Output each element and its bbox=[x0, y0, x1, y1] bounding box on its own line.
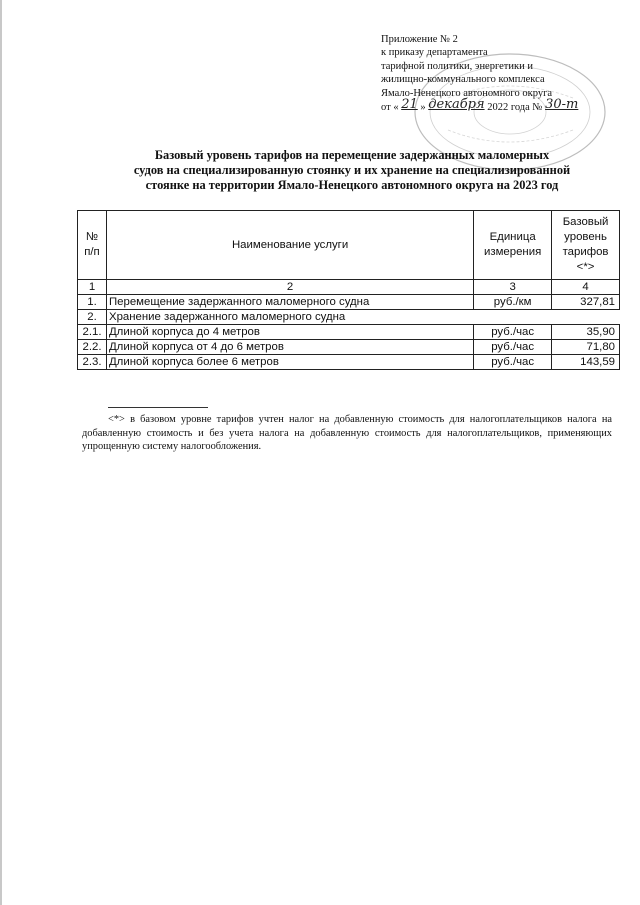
header-service-name: Наименование услуги bbox=[106, 211, 473, 280]
table-row bbox=[78, 340, 620, 355]
unit: руб./час bbox=[474, 340, 552, 355]
service-name: Длиной корпуса до 4 метров bbox=[106, 325, 473, 340]
service-name: Длиной корпуса более 6 метров bbox=[106, 355, 473, 370]
header-tariff-value: Базовый уровень тарифов <*> bbox=[552, 211, 620, 280]
unit: руб./час bbox=[474, 325, 552, 340]
index-cell: 1 bbox=[78, 280, 107, 295]
title-line: стоянке на территории Ямало-Ненецкого автономного округа на 2023 год bbox=[145, 178, 559, 192]
row-number: 1. bbox=[78, 295, 107, 310]
service-name: Перемещение задержанного маломерного судна bbox=[106, 295, 473, 310]
table-row bbox=[78, 355, 620, 370]
order-date-line bbox=[381, 97, 631, 114]
date-mid: » bbox=[420, 102, 426, 114]
date-prefix: от « bbox=[381, 102, 399, 114]
tariff-value: 143,59 bbox=[552, 355, 620, 370]
title-line: судов на специализированную стоянку и их хранение на специализированной bbox=[133, 163, 571, 177]
row-number: 2.2. bbox=[78, 340, 107, 355]
header-unit: Единица измерения bbox=[474, 211, 552, 280]
attachment-line: к приказу департамента bbox=[381, 47, 488, 59]
document-title bbox=[82, 148, 622, 193]
tariff-value: 35,90 bbox=[552, 325, 620, 340]
table-row bbox=[78, 295, 620, 310]
footnote-rule bbox=[108, 407, 208, 408]
title-line: Базовый уровень тарифов на перемещение задержанных маломерных bbox=[154, 148, 550, 162]
order-number-handwritten: 30-т bbox=[545, 97, 579, 113]
unit: руб./км bbox=[474, 295, 552, 310]
tariff-value: 327,81 bbox=[552, 295, 620, 310]
attachment-line: тарифной политики, энергетики и bbox=[381, 60, 533, 72]
index-cell: 4 bbox=[552, 280, 620, 295]
service-name: Длиной корпуса от 4 до 6 метров bbox=[106, 340, 473, 355]
table-row-group-header bbox=[78, 310, 620, 325]
attachment-line: Ямало-Ненецкого автономного округа bbox=[381, 87, 553, 99]
header-num: № п/п bbox=[78, 211, 107, 280]
attachment-line: жилищно-коммунального комплекса bbox=[381, 74, 545, 86]
index-cell: 2 bbox=[106, 280, 473, 295]
row-number: 2.1. bbox=[78, 325, 107, 340]
date-month-handwritten: декабря bbox=[428, 97, 485, 113]
date-year: 2022 года № bbox=[487, 102, 543, 114]
attachment-block bbox=[381, 33, 631, 114]
tariff-table bbox=[77, 210, 620, 370]
row-number: 2.3. bbox=[78, 355, 107, 370]
row-number: 2. bbox=[78, 310, 107, 325]
tariff-value: 71,80 bbox=[552, 340, 620, 355]
footnote: <*> в базовом уровне тарифов учтен налог на добавленную стоимость для налогоплательщиков налога на добавленную стоимость и без учета налога на добавленную стоимость для налогоплательщиков, применяющих упрощенную систему налогообложения. bbox=[82, 414, 612, 453]
service-name: Хранение задержанного маломерного судна bbox=[106, 310, 619, 325]
table-index-row bbox=[78, 280, 620, 295]
table-header-row bbox=[78, 211, 620, 280]
attachment-line: Приложение № 2 bbox=[381, 34, 458, 45]
date-day-handwritten: 21 bbox=[401, 97, 418, 113]
unit: руб./час bbox=[474, 355, 552, 370]
table-row bbox=[78, 325, 620, 340]
index-cell: 3 bbox=[474, 280, 552, 295]
scan-edge bbox=[0, 0, 2, 905]
